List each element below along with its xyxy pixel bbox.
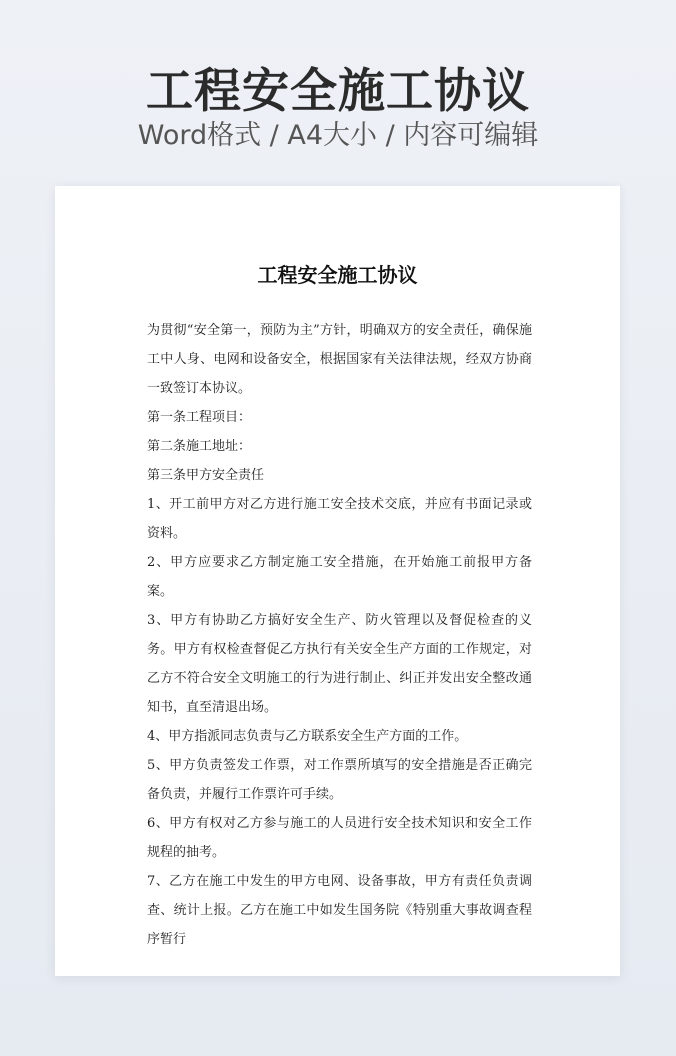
paragraph-item-7: 7、乙方在施工中发生的甲方电网、设备事故，甲方有责任负责调查、统计上报。乙方在施工中如发生国务院《特别重大事故调查程序暂行 [147,874,532,947]
document-body [147,316,532,954]
paragraph-article-2: 第二条施工地址： [147,439,252,454]
banner [0,0,676,186]
document-title: 工程安全施工协议 [257,263,418,287]
paragraph-item-2: 2、甲方应要求乙方制定施工安全措施，在开始施工前报甲方备案。 [147,555,532,599]
paragraph-item-3: 3、甲方有协助乙方搞好安全生产、防火管理以及督促检查的义务。甲方有权检查督促乙方执行有关安全生产方面的工作规定，对乙方不符合安全文明施工的行为进行制止、纠正并发出安全整改通知书，直至清退出场。 [147,613,532,715]
banner-subtitle: Word格式 / A4大小 / 内容可编辑 [137,120,539,151]
paragraph-item-1: 1、开工前甲方对乙方进行施工安全技术交底，并应有书面记录或资料。 [147,497,532,541]
paragraph-article-3: 第三条甲方安全责任 [147,468,265,483]
paragraph-article-1: 第一条工程项目： [147,410,252,425]
paragraph-item-6: 6、甲方有权对乙方参与施工的人员进行安全技术知识和安全工作规程的抽考。 [147,816,532,860]
document-page [55,186,620,976]
paragraph-item-4: 4、甲方指派同志负责与乙方联系安全生产方面的工作。 [147,729,468,744]
paragraph-item-5: 5、甲方负责签发工作票，对工作票所填写的安全措施是否正确完备负责，并履行工作票许可手续。 [147,758,532,802]
banner-title: 工程安全施工协议 [146,64,530,119]
paragraph-intro: 为贯彻“安全第一，预防为主”方针，明确双方的安全责任，确保施工中人身、电网和设备安全，根据国家有关法律法规，经双方协商一致签订本协议。 [147,323,532,396]
